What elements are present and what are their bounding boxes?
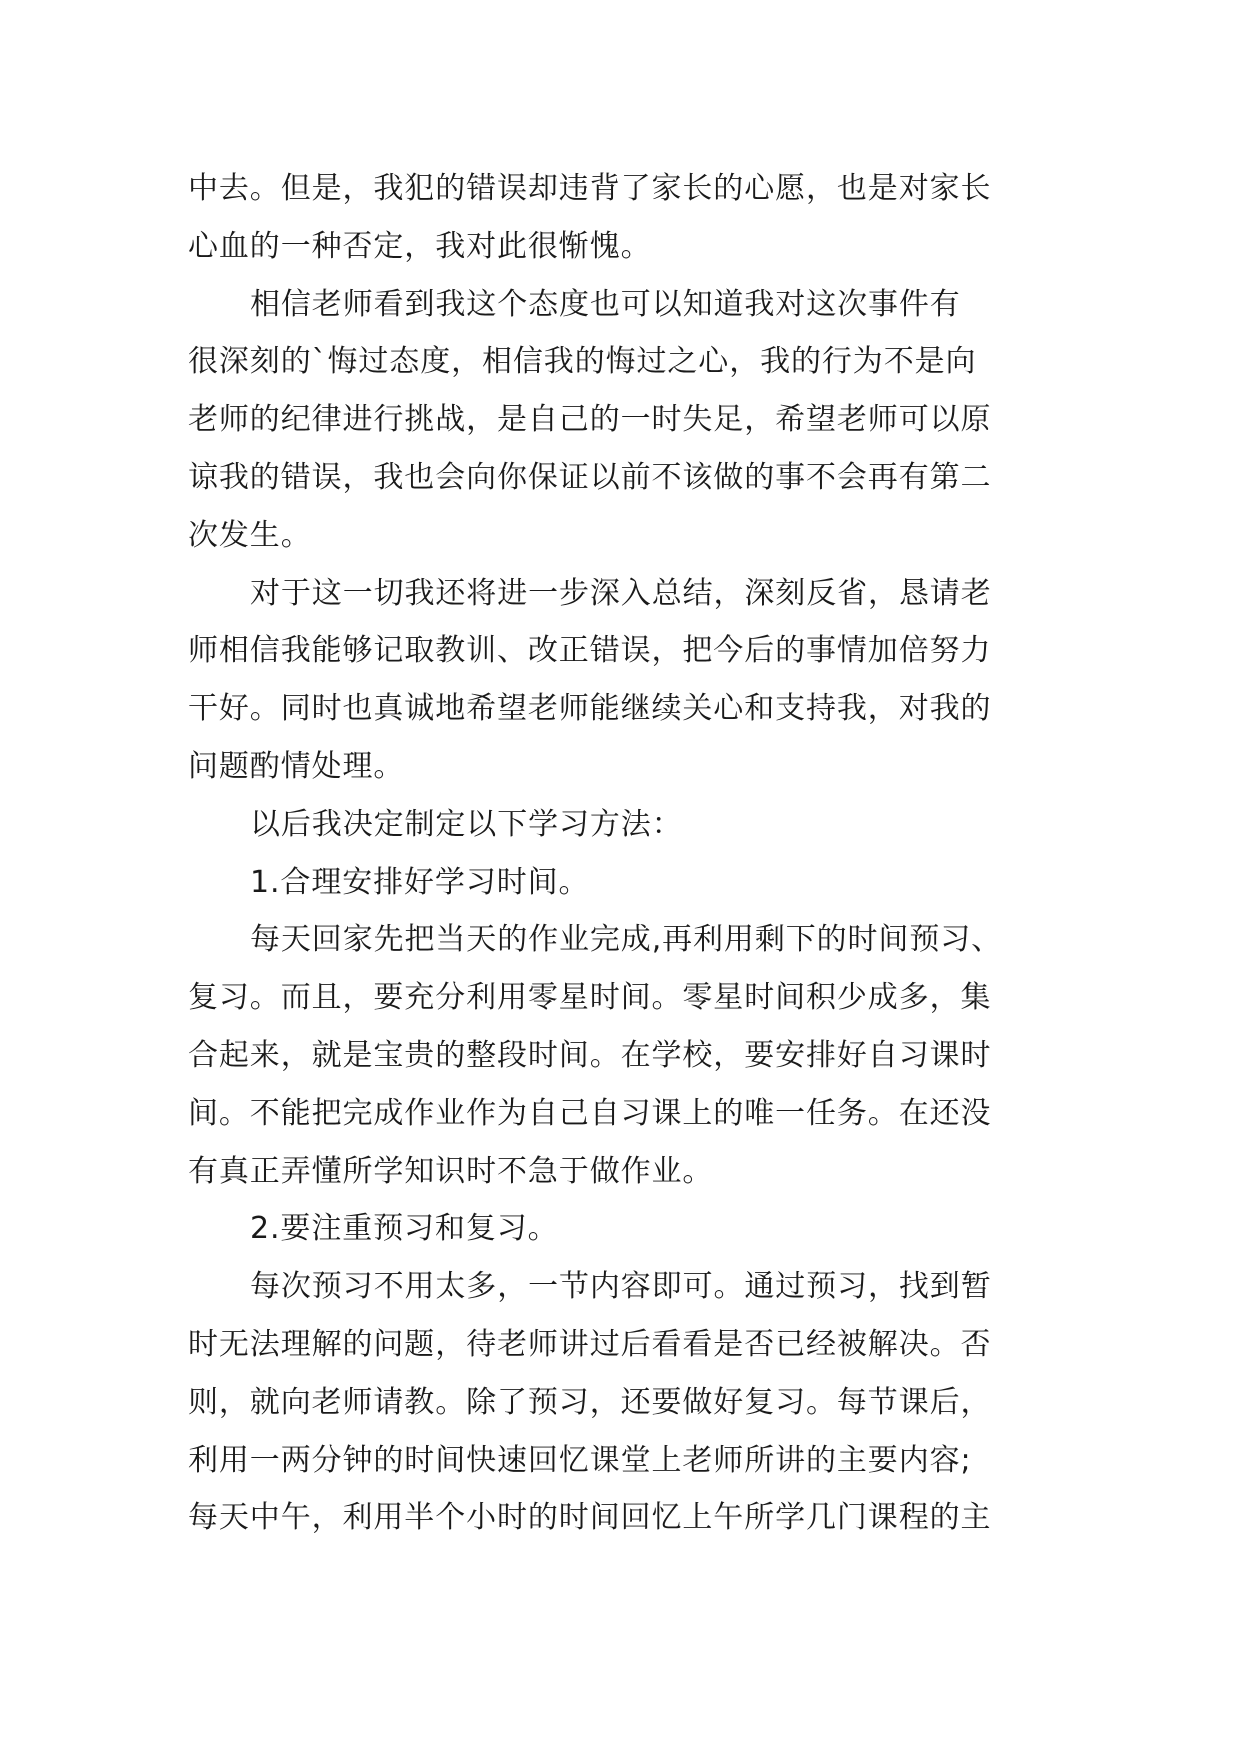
text-line: 中去。但是，我犯的错误却违背了家长的心愿，也是对家长 xyxy=(188,171,992,206)
document-body xyxy=(188,160,1058,1547)
text-line: 2.要注重预习和复习。 xyxy=(250,1211,559,1247)
text-line: 谅我的错误，我也会向你保证以前不该做的事不会再有第二 xyxy=(188,459,992,495)
text-line: 每次预习不用太多，一节内容即可。通过预习，找到暂 xyxy=(250,1269,992,1305)
text-line: 则，就向老师请教。除了预习，还要做好复习。每节课后， xyxy=(188,1384,992,1420)
text-line: 心血的一种否定，我对此很惭愧。 xyxy=(188,228,652,264)
text-line: 相信老师看到我这个态度也可以知道我对这次事件有 xyxy=(250,286,961,322)
text-line: 每天回家先把当天的作业完成,再利用剩下的时间预习、 xyxy=(250,922,1003,958)
text-line: 干好。同时也真诚地希望老师能继续关心和支持我，对我的 xyxy=(188,691,992,727)
text-line: 老师的纪律进行挑战，是自己的一时失足，希望老师可以原 xyxy=(188,402,992,438)
text-line: 以后我决定制定以下学习方法： xyxy=(250,806,683,842)
text-line: 有真正弄懂所学知识时不急于做作业。 xyxy=(188,1153,714,1189)
text-line: 对于这一切我还将进一步深入总结，深刻反省，恳请老 xyxy=(250,575,992,611)
text-line: 时无法理解的问题，待老师讲过后看看是否已经被解决。否 xyxy=(188,1326,992,1362)
text-line: 1.合理安排好学习时间。 xyxy=(250,864,590,900)
text-line: 次发生。 xyxy=(188,517,312,553)
text-line: 合起来，就是宝贵的整段时间。在学校，要安排好自习课时 xyxy=(188,1037,992,1073)
text-line: 利用一两分钟的时间快速回忆课堂上老师所讲的主要内容; xyxy=(188,1442,972,1478)
text-line: 很深刻的`悔过态度，相信我的悔过之心，我的行为不是向 xyxy=(188,344,977,380)
text-line: 每天中午，利用半个小时的时间回忆上午所学几门课程的主 xyxy=(188,1500,992,1536)
text-line: 复习。而且，要充分利用零星时间。零星时间积少成多，集 xyxy=(188,980,992,1016)
text-line: 问题酌情处理。 xyxy=(188,748,405,784)
text-line: 师相信我能够记取教训、改正错误，把今后的事情加倍努力 xyxy=(188,633,992,669)
text-line: 间。不能把完成作业作为自己自习课上的唯一任务。在还没 xyxy=(188,1095,992,1131)
